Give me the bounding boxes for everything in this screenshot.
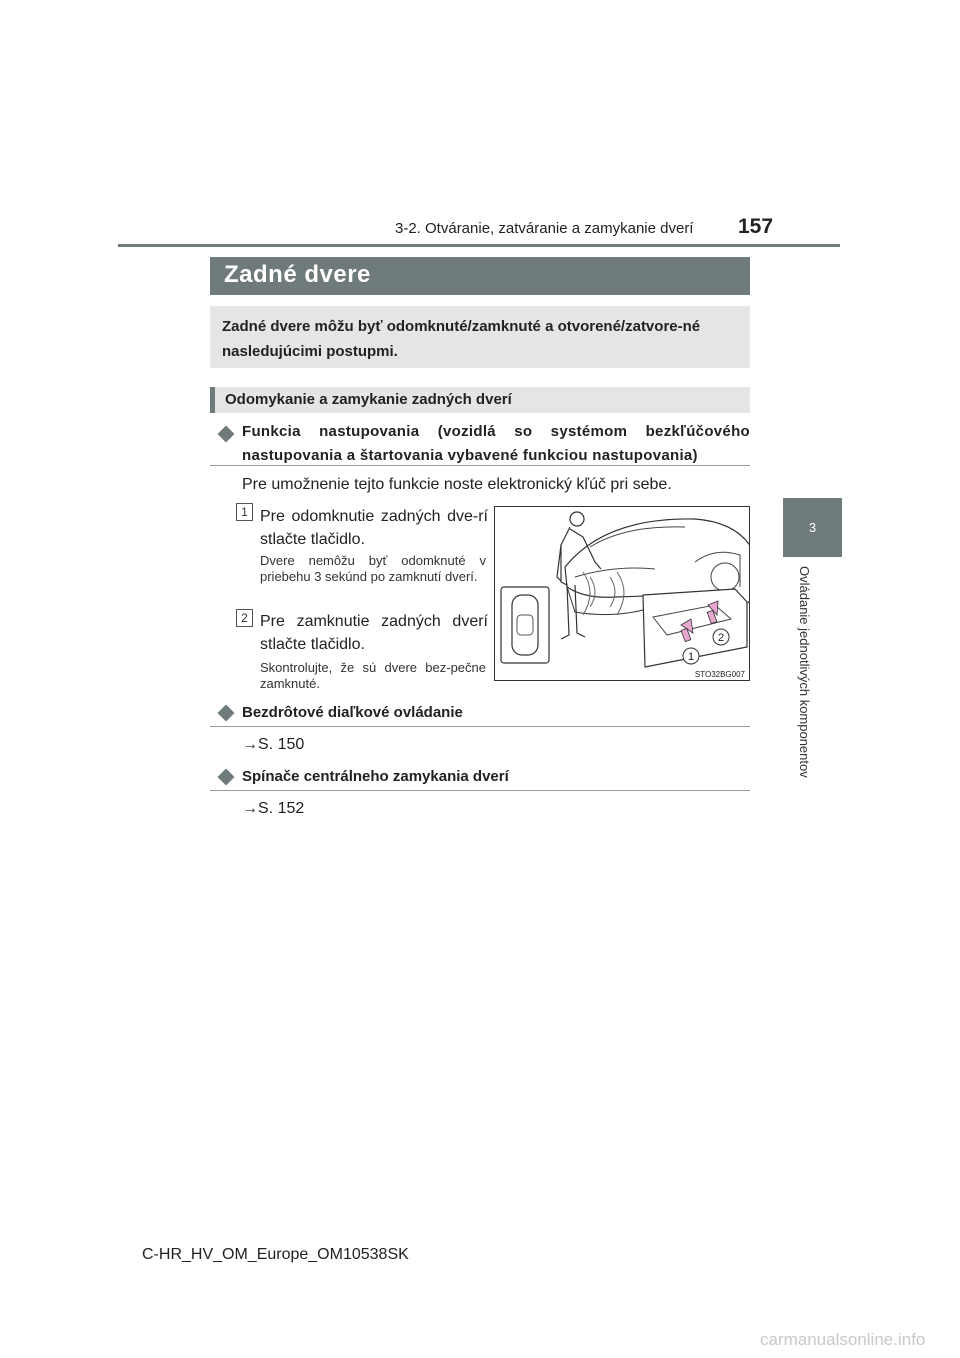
item-title-entry-function: Funkcia nastupovania (vozidlá so systémom bezkľúčového nastupovania a štartovania vybavené funkciou nastupovania) [242, 423, 750, 464]
step-1-note: Dvere nemôžu byť odomknuté v priebehu 3 sekúnd po zamknutí dverí. [260, 553, 486, 584]
callout-1: 1 [687, 651, 695, 663]
subsection-title: Odomykanie a zamykanie zadných dverí [225, 391, 512, 408]
step-2-note: Skontrolujte, že sú dvere bez-pečne zamknuté. [260, 660, 486, 691]
watermark: carmanualsonline.info [760, 1330, 926, 1349]
chapter-number: 3 [808, 520, 817, 535]
header-rule [118, 244, 840, 247]
page-number: 157 [738, 215, 774, 238]
item-rule [210, 790, 750, 791]
intro-text: Zadné dvere môžu byť odomknuté/zamknuté a otvorené/zatvore-né nasledujúcimi postupmi. [222, 318, 701, 360]
intro-box [210, 306, 750, 368]
chapter-side-text: Ovládanie jednotlivých komponentov [797, 566, 812, 778]
item-ref-link[interactable]: →S. 150 [242, 736, 305, 753]
item-body: Pre umožnenie tejto funkcie noste elektronický kľúč pri sebe. [242, 476, 672, 493]
diamond-bullet-icon [218, 426, 235, 443]
item-title-central-lock-switches: Spínače centrálneho zamykania dverí [242, 768, 509, 785]
diamond-bullet-icon [218, 769, 235, 786]
step-1-text: Pre odomknutie zadných dve-rí stlačte tlačidlo. [260, 508, 488, 548]
item-title-wireless-remote: Bezdrôtové diaľkové ovládanie [242, 704, 463, 721]
step-number-badge: 2 [236, 609, 253, 627]
item-rule [210, 465, 750, 466]
item-rule [210, 726, 750, 727]
footer-doc-code: C-HR_HV_OM_Europe_OM10538SK [142, 1246, 409, 1263]
callout-2: 2 [717, 632, 725, 644]
running-header: 3-2. Otváranie, zatváranie a zamykanie dverí [395, 220, 694, 237]
illustration-code: STO32BG007 [694, 670, 745, 679]
section-title: Zadné dvere [224, 261, 371, 288]
illustration-rear-door-button [494, 506, 750, 681]
car-rear-door-illustration [495, 507, 750, 681]
item-ref-link[interactable]: →S. 152 [242, 800, 305, 817]
subsection-bar [210, 387, 750, 413]
step-2-text: Pre zamknutie zadných dverí stlačte tlačidlo. [260, 613, 488, 653]
section-title-bar [210, 257, 750, 295]
diamond-bullet-icon [218, 705, 235, 722]
chapter-side-label [793, 566, 811, 806]
chapter-tab [783, 498, 842, 557]
step-number-badge: 1 [236, 503, 253, 521]
